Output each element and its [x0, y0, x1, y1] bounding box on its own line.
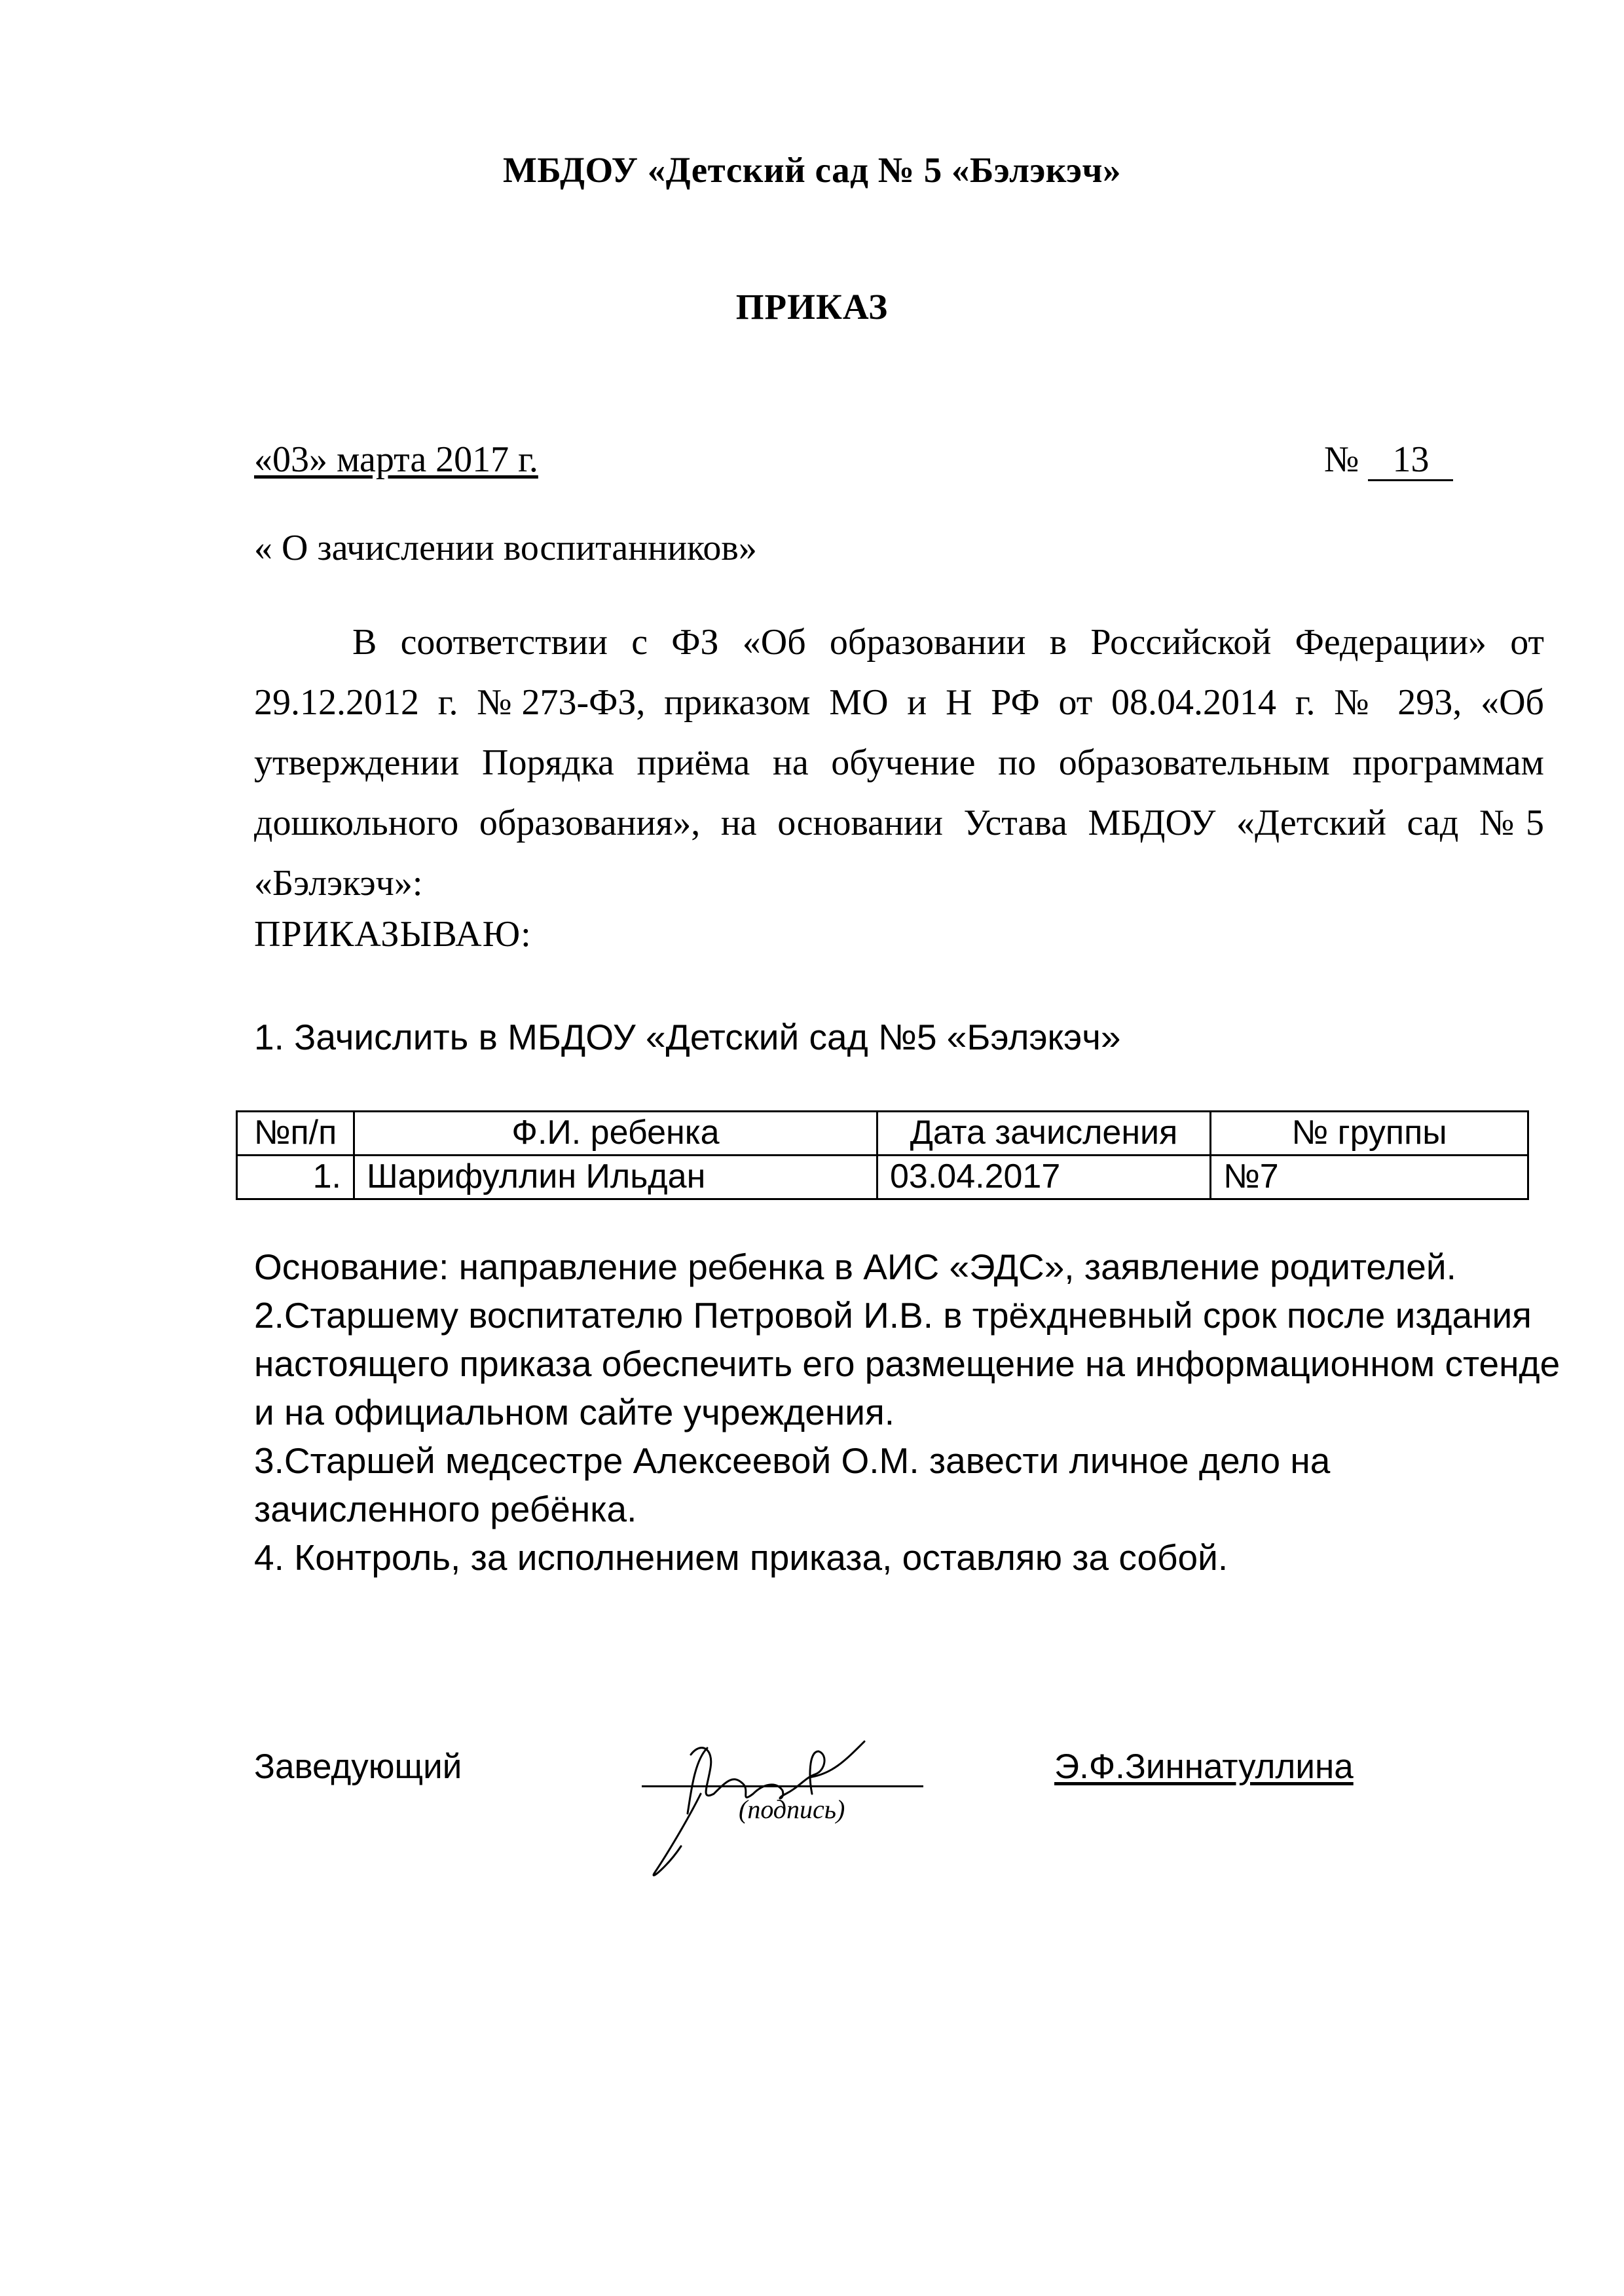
- order-body: [254, 1243, 1564, 1582]
- cell-group: №7: [1211, 1156, 1528, 1199]
- order-number-value: 13: [1368, 441, 1453, 481]
- signer-position: Заведующий: [254, 1747, 462, 1786]
- cell-date: 03.04.2017: [877, 1156, 1211, 1199]
- header-cell-date: Дата зачисления: [877, 1112, 1211, 1156]
- table-header-row: [237, 1112, 1528, 1156]
- handwritten-signature: [629, 1715, 930, 1886]
- order-subject: « О зачислении воспитанников»: [254, 528, 757, 568]
- order-date: «03» марта 2017 г.: [254, 439, 538, 480]
- cell-number: 1.: [237, 1156, 354, 1199]
- header-cell-group: № группы: [1211, 1112, 1528, 1156]
- enrollment-table: [236, 1110, 1529, 1200]
- order-item-2: 2.Старшему воспитателю Петровой И.В. в трёхдневный срок после издания настоящего приказа обеспечить его размещение на информационном стенде и на официальном сайте учреждения.: [254, 1295, 1560, 1432]
- document-type-title: ПРИКАЗ: [735, 287, 889, 327]
- organization-title: МБДОУ «Детский сад № 5 «Бэлэкэч»: [502, 150, 1122, 190]
- preamble-paragraph: В соответствии с ФЗ «Об образовании в Российской Федерации» от 29.12.2012 г. №273-ФЗ, приказом МО и Н РФ от 08.04.2014 г. № 293, «Об утверждении Порядка приёма на обучение по образовательным программам дошкольного образования», на основании Устава МБДОУ «Детский сад №5 «Бэлэкэч»:: [254, 622, 1544, 903]
- order-item-4: 4. Контроль, за исполнением приказа, оставляю за собой.: [254, 1537, 1228, 1578]
- table-row: [237, 1156, 1528, 1199]
- order-word: ПРИКАЗЫВАЮ:: [254, 914, 532, 955]
- signer-name: Э.Ф.Зиннатуллина: [1054, 1747, 1354, 1786]
- order-number-label: №: [1324, 439, 1359, 480]
- signature-hint: (подпись): [739, 1795, 845, 1824]
- basis-paragraph: Основание: направление ребенка в АИС «ЭДС», заявление родителей.: [254, 1247, 1456, 1287]
- order-item-1: 1. Зачислить в МБДОУ «Детский сад №5 «Бэлэкэч»: [254, 1017, 1121, 1057]
- order-number: [1324, 439, 1453, 481]
- order-item-3: 3.Старшей медсестре Алексеевой О.М. завести личное дело на зачисленного ребёнка.: [254, 1440, 1331, 1529]
- cell-name: Шарифуллин Ильдан: [354, 1156, 877, 1199]
- header-cell-number: №п/п: [237, 1112, 354, 1156]
- header-cell-name: Ф.И. ребенка: [354, 1112, 877, 1156]
